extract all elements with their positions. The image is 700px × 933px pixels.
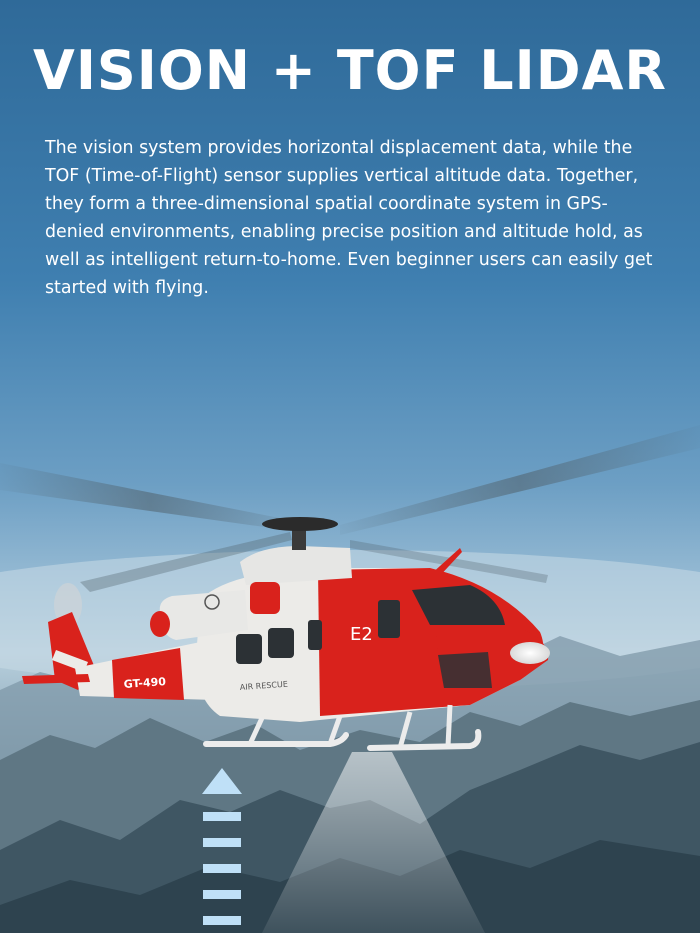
indicator-dash-5 [203, 916, 241, 925]
page-title: VISION + TOF LIDAR [33, 39, 667, 102]
indicator-dash-3 [203, 864, 241, 873]
helicopter-model-marking: GT-490 [123, 675, 167, 691]
indicator-dash-2 [203, 838, 241, 847]
helicopter-side-marking: AIR RESCUE [239, 679, 289, 692]
up-arrow-icon [202, 768, 242, 794]
helicopter-nose-marking: E2 [350, 624, 373, 645]
indicator-dash-1 [203, 812, 241, 821]
feature-description: The vision system provides horizontal displacement data, while the TOF (Time-of-Flight) sensor supplies vertical altitude data. Together, they form a three-dimensional spatial coordinate system in GPS-denied environments, enabling precise position and altitude hold, as well as intelligent return-to-home. Even beginner users can easily get started with flying. [45, 138, 653, 298]
indicator-dash-4 [203, 890, 241, 899]
